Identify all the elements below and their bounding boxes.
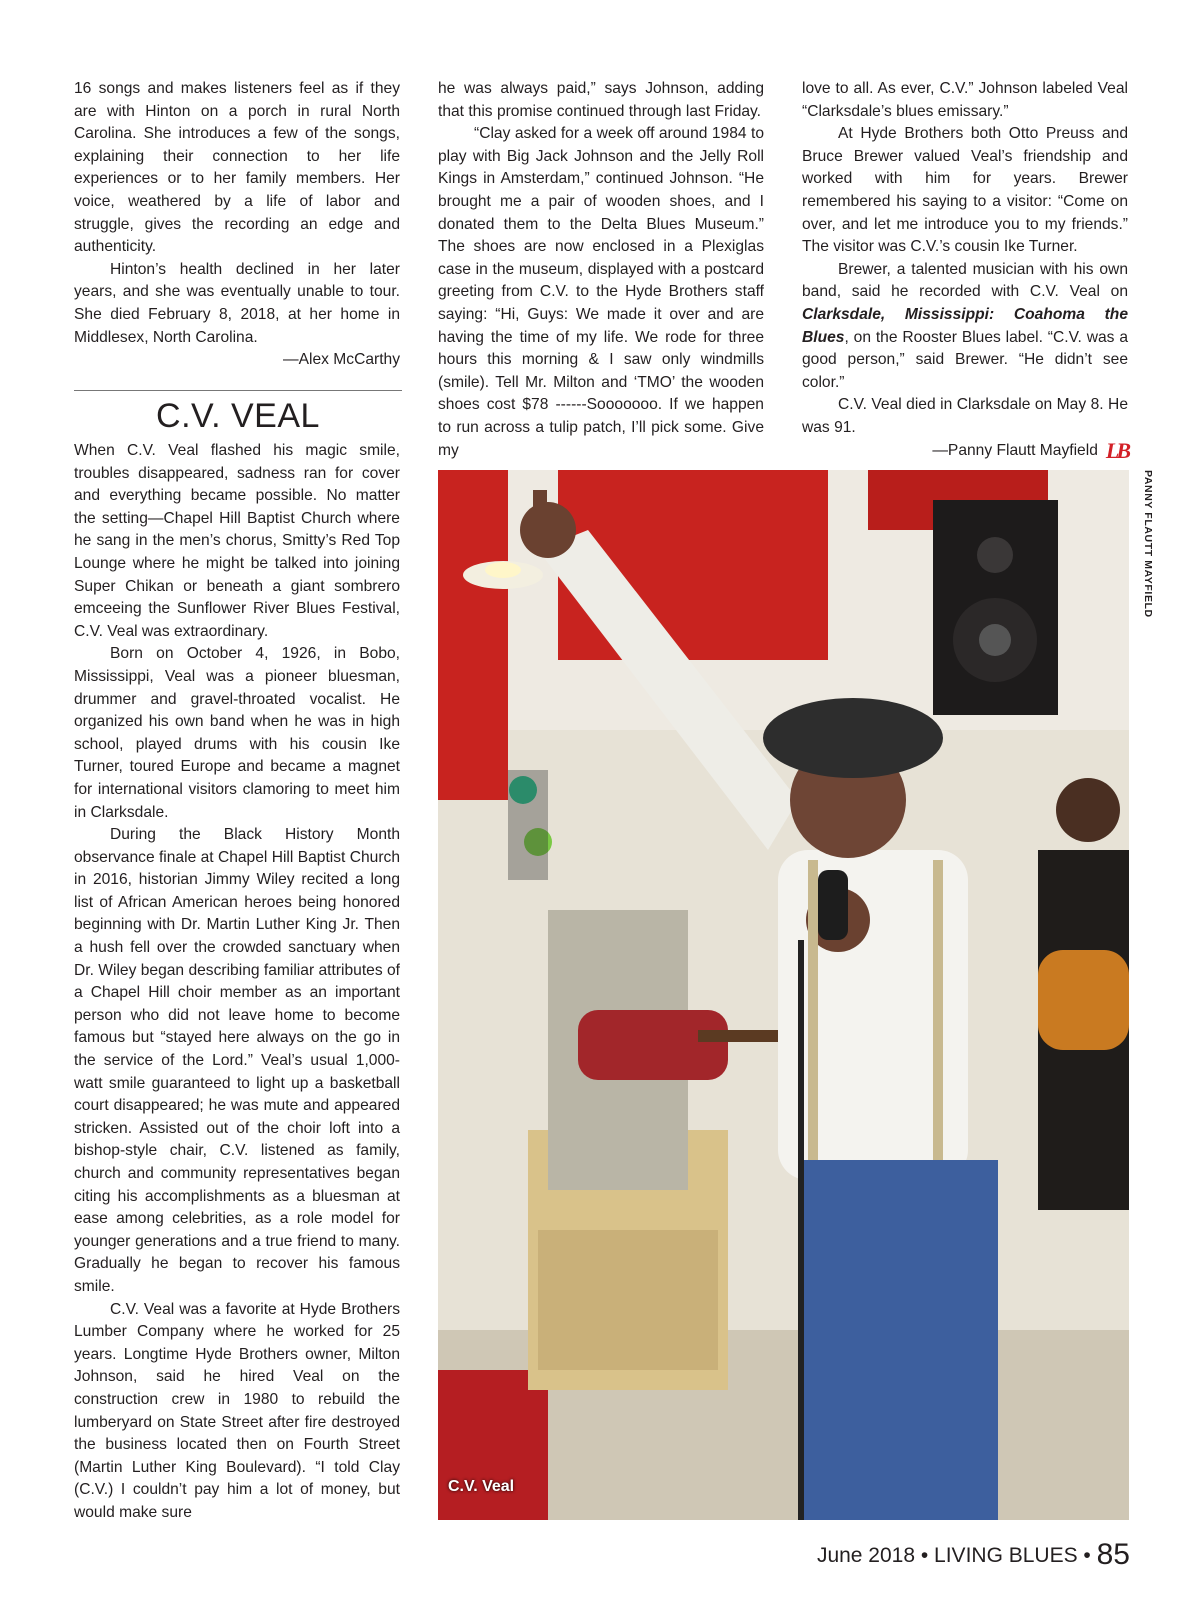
section-divider	[74, 390, 402, 391]
col2-paragraph-2: “Clay asked for a week off around 1984 to play with Big Jack Johnson and the Jelly Roll Kings in Amsterdam,” continued Johnson. “He brought me a pair of wooden shoes, and I donated them to the Delta Blues Museum.” The shoes are now enclosed in a Plexiglas case in the museum, displayed with a postcard greeting from C.V. to the Hyde Brothers staff saying: “Hi, Guys: We made it over and are having the time of my life. We rode for three hours this morning & I saw only windmills (smile). Tell Mr. Milton and ‘TMO’ the wooden shoes cost $78 ------Sooooooo. If we happen to run across a tulip patch, I’ll pick some. Give my	[438, 125, 764, 459]
footer-issue: June 2018 • LIVING BLUES •	[816, 1544, 1097, 1567]
photo-caption: C.V. Veal	[448, 1478, 515, 1495]
column-1-body	[74, 440, 400, 1525]
page-number: 85	[1096, 1538, 1130, 1571]
veal-paragraph-2: Born on October 4, 1926, in Bobo, Mississippi, Veal was a pioneer bluesman, drummer and gravel-throated vocalist. He organized his own band when he was in high school, played drums with his cousin Ike Turner, toured Europe and became a magnet for international visitors clamoring to meet him in Clarksdale.	[74, 645, 400, 821]
veal-paragraph-4: C.V. Veal was a favorite at Hyde Brothers Lumber Company where he worked for 25 years. Longtime Hyde Brothers owner, Milton Johnson, said he hired Veal on the construction crew in 1980 to rebuild the lumberyard on State Street after fire destroyed the business located then on Fourth Street (Martin Luther King Boulevard). “I told Clay (C.V.) I couldn’t pay him a lot of money, but would make sure	[74, 1300, 400, 1521]
col3-paragraph-3-start: Brewer, a talented musician with his own band, said he recorded with C.V. Veal on	[802, 260, 1128, 301]
photo-credit-text: PANNY FLAUTT MAYFIELD	[1142, 470, 1154, 618]
article-headline: C.V. VEAL	[156, 397, 320, 435]
photo-illustration	[438, 470, 1129, 1520]
col3-paragraph-2: At Hyde Brothers both Otto Preuss and Bruce Brewer valued Veal’s friendship and worked with him for years. Brewer remembered his saying to a visitor: “Come on over, and let me introduce you to my friends.” The visitor was C.V.’s cousin Ike Turner.	[802, 125, 1128, 256]
column-2	[438, 78, 764, 462]
column-3	[802, 78, 1128, 462]
column-1-top	[74, 78, 400, 372]
col3-paragraph-1: love to all. As ever, C.V.” Johnson labeled Veal “Clarksdale’s blues emissary.”	[802, 80, 1128, 120]
hinton-paragraph-2: Hinton’s health declined in her later years, and she was eventually unable to tour. She died February 8, 2018, at her home in Middlesex, North Carolina.	[74, 260, 400, 346]
col2-paragraph-1: he was always paid,” says Johnson, adding that this promise continued through last Friday.	[438, 80, 764, 120]
veal-signature-line	[802, 437, 1128, 463]
veal-paragraph-1: When C.V. Veal flashed his magic smile, troubles disappeared, sadness ran for cover and everything became possible. No matter the setting—Chapel Hill Baptist Church where he sang in the men’s chorus, Smitty’s Red Top Lounge where he might be talked into joining Super Chikan or beneath a giant sombrero emceeing the Sunflower River Blues Festival, C.V. Veal was extraordinary.	[74, 442, 400, 640]
veal-paragraph-3: During the Black History Month observance finale at Chapel Hill Baptist Church in 2016, historian Jimmy Wiley recited a long list of African American heroes being honored beginning with Dr. Martin Luther King Jr. Then a hush fell over the crowded sanctuary when Dr. Wiley began describing familiar attributes of a Chapel Hill choir member as an important person who did not leave home to become famous but “stayed here always on the go in the service of the Lord.” Veal’s usual 1,000-watt smile guaranteed to light up a basketball court disappeared; he was mute and appeared stricken. Assisted out of the choir loft into a bishop-style chair, C.V. listened as family, church and community representatives began citing his accomplishments as a bluesman at ease among celebrities, as a role model for younger generations and a true friend to many. Gradually he began to recover his famous smile.	[74, 826, 400, 1295]
photo-credit	[1140, 470, 1156, 670]
col3-paragraph-4: C.V. Veal died in Clarksdale on May 8. He was 91.	[802, 396, 1128, 436]
hinton-paragraph-1: 16 songs and makes listeners feel as if they are with Hinton on a porch in rural North Carolina. She introduces a few of the songs, explaining their connection to her life experiences or to her family members. Her voice, weathered by a life of labor and struggle, gives the recording an edge and authenticity.	[74, 80, 400, 256]
veal-signature: —Panny Flautt Mayfield	[932, 441, 1098, 459]
col3-paragraph-3-end: , on the Rooster Blues label. “C.V. was a good person,” said Brewer. “He didn’t see color.”	[802, 328, 1128, 391]
col3-paragraph-3	[802, 259, 1128, 395]
living-blues-logo: LB	[1105, 437, 1128, 463]
page-footer	[817, 1538, 1130, 1572]
hinton-signature: —Alex McCarthy	[283, 351, 400, 369]
album-title: Clarksdale, Mississippi: Coahoma the Blues	[802, 305, 1128, 346]
cv-veal-photo	[438, 470, 1129, 1520]
